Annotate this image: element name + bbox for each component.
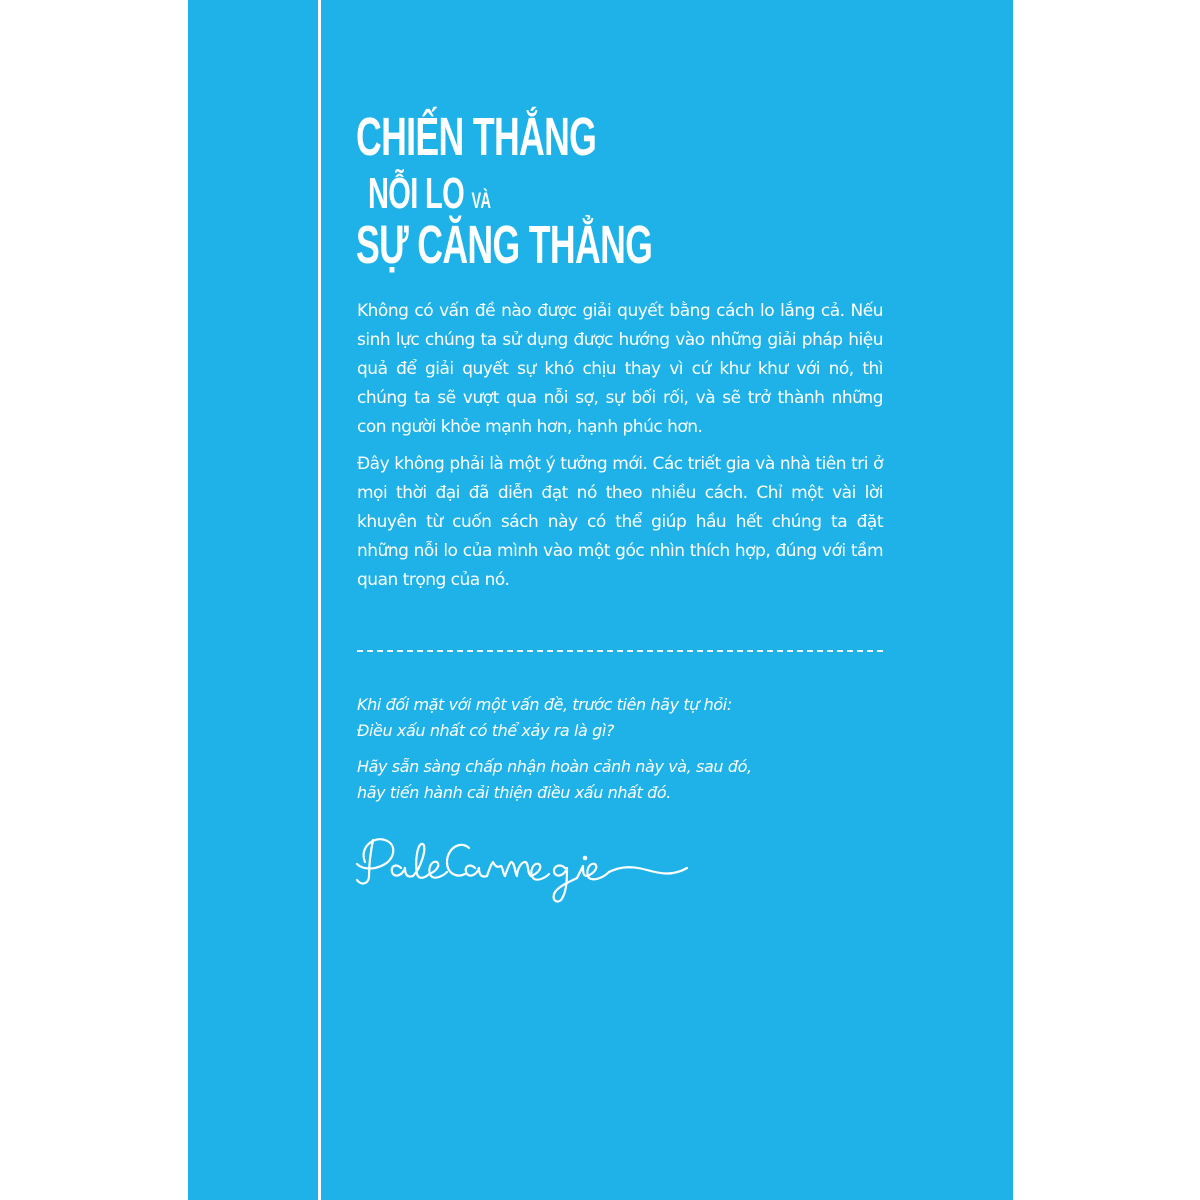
quote-block-1 [357, 692, 897, 744]
quote-line-2: Điều xấu nhất có thể xảy ra là gì? [357, 721, 615, 740]
blurb-paragraph-2: Đây không phải là một ý tưởng mới. Các triết gia và nhà tiên tri ở mọi thời đại đã diễn đạt nó theo nhiều cách. Chỉ một vài lời khuyên từ cuốn sách này có thể giúp hầu hết chúng ta đặt những nỗi lo của mình vào một góc nhìn thích hợp, đúng với tầm quan trọng của nó. [357, 454, 883, 590]
dashed-divider [357, 650, 883, 652]
book-title [356, 107, 805, 275]
quote-line-1: Khi đối mặt với một vấn đề, trước tiên hãy tự hỏi: [357, 695, 732, 714]
book-back-cover [188, 0, 1013, 1200]
quote [357, 692, 897, 816]
quote-line-4: hãy tiến hành cải thiện điều xấu nhất đó. [357, 783, 671, 802]
quote-block-2 [357, 754, 897, 806]
title-line-2-small: VÀ [471, 188, 491, 213]
title-line-3: SỰ CĂNG THẲNG [356, 215, 653, 275]
blurb [357, 297, 883, 603]
blurb-paragraph-1: Không có vấn đề nào được giải quyết bằng cách lo lắng cả. Nếu sinh lực chúng ta sử dụng được hướng vào những giải pháp hiệu quả để giải quyết sự khó chịu thay vì cứ khư khư với nó, thì chúng ta sẽ vượt qua nỗi sợ, sự bối rối, và sẽ trở thành những con người khỏe mạnh hơn, hạnh phúc hơn. [357, 301, 883, 437]
signature-text: Dale Carnegie [351, 805, 443, 822]
quote-line-3: Hãy sẵn sàng chấp nhận hoàn cảnh này và, sau đó, [357, 757, 752, 776]
title-line-1: CHIẾN THẮNG [356, 107, 597, 167]
title-line-2 [368, 169, 656, 218]
title-line-2-main: NỖI LO [368, 169, 465, 218]
spine-line [318, 0, 321, 1200]
signature [351, 805, 711, 908]
